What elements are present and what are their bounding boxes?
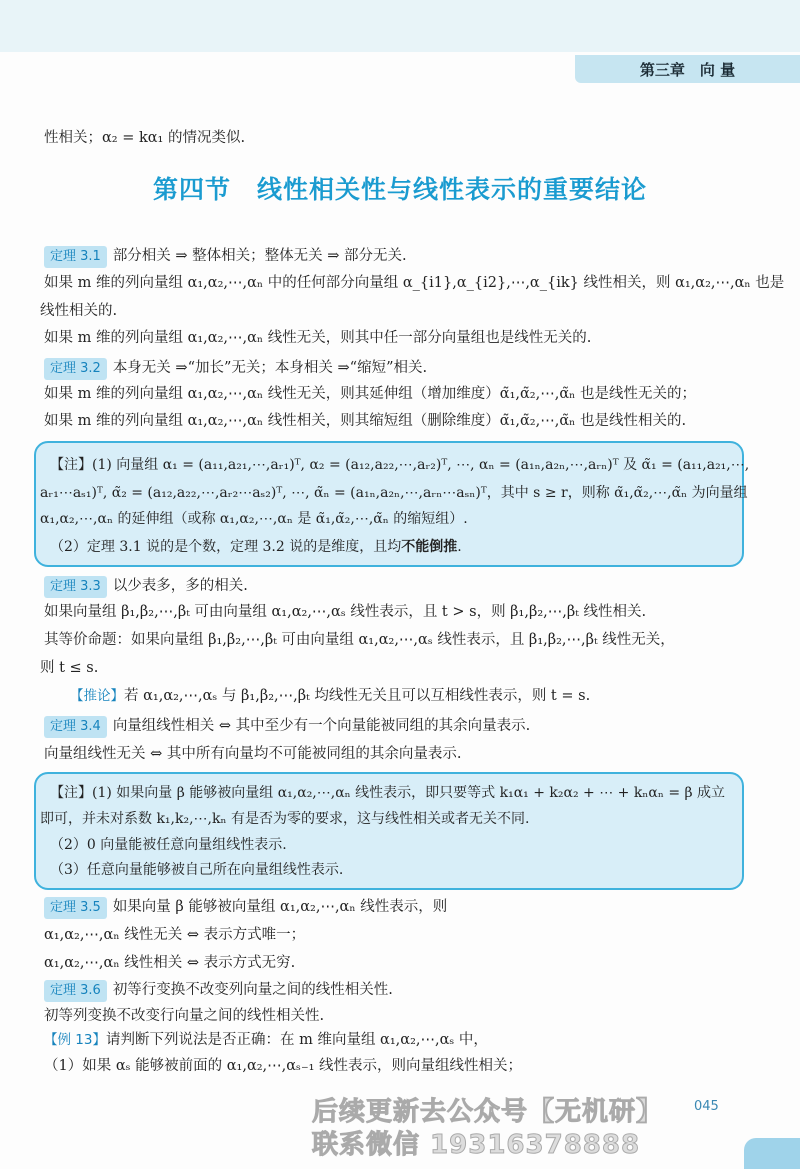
- theorem-tag: 定理 3.4: [44, 716, 107, 738]
- paragraph: 如果向量组 β₁,β₂,⋯,βₜ 可由向量组 α₁,α₂,⋯,αₛ 线性表示，且 t > s，则 β₁,β₂,⋯,βₜ 线性相关.: [44, 604, 647, 620]
- theorem-text: 向量组线性相关 ⇔ 其中至少有一个向量能被同组的其余向量表示.: [112, 718, 531, 734]
- page-corner-tab: [744, 1138, 800, 1169]
- example-13: [44, 1030, 760, 1050]
- theorem-3-2: [44, 358, 760, 380]
- note-line: 即可，并未对系数 k₁,k₂,⋯,kₙ 有是否为零的要求，这与线性相关或者无关不同.: [40, 811, 530, 827]
- paragraph: 如果 m 维的列向量组 α₁,α₂,⋯,αₙ 线性无关，则其中任一部分向量组也是线性无关的.: [44, 330, 592, 346]
- note-line: aᵣ₁⋯aₛ₁)ᵀ, α̃₂ = (a₁₂,a₂₂,⋯,aᵣ₂⋯aₛ₂)ᵀ, ⋯, α̃ₙ = (a₁ₙ,a₂ₙ,⋯,aᵣₙ⋯aₛₙ)ᵀ，其中 s ≥ r，则称 α̃₁,α̃₂,⋯,α̃ₙ 为向量组: [40, 485, 748, 501]
- note-line: α₁,α₂,⋯,αₙ 的延伸组（或称 α₁,α₂,⋯,αₙ 是 α̃₁,α̃₂,⋯,α̃ₙ 的缩短组）.: [40, 511, 468, 527]
- paragraph: 其等价命题：如果向量组 β₁,β₂,⋯,βₜ 可由向量组 α₁,α₂,⋯,αₛ 线性表示，且 β₁,β₂,⋯,βₜ 线性无关，: [44, 632, 675, 648]
- example-text: 请判断下列说法是否正确：在 m 维向量组 α₁,α₂,⋯,αₛ 中，: [105, 1032, 488, 1048]
- theorem-text: 如果向量 β 能够被向量组 α₁,α₂,⋯,αₙ 线性表示，则: [112, 899, 448, 915]
- theorem-text: 本身无关 ⇒“加长”无关；本身相关 ⇒“缩短”相关.: [112, 360, 428, 376]
- note-line: 【注】(1) 向量组 α₁ = (a₁₁,a₂₁,⋯,aᵣ₁)ᵀ, α₂ = (a₁₂,a₂₂,⋯,aᵣ₂)ᵀ, ⋯, αₙ = (a₁ₙ,a₂ₙ,⋯,aᵣₙ)ᵀ 及 α̃₁ = (a₁₁,a₂₁,⋯,: [50, 457, 750, 473]
- theorem-3-4: [44, 716, 760, 738]
- theorem-text: 初等行变换不改变列向量之间的线性相关性.: [112, 982, 393, 998]
- theorem-tag: 定理 3.1: [44, 246, 107, 268]
- theorem-text: 以少表多，多的相关.: [112, 578, 248, 594]
- theorem-3-5: [44, 897, 760, 919]
- paragraph: α₁,α₂,⋯,αₙ 线性相关 ⇔ 表示方式无穷.: [44, 955, 296, 971]
- paragraph: 则 t ≤ s.: [40, 660, 99, 676]
- note-line: （3）任意向量能够被自己所在向量组线性表示.: [50, 862, 344, 878]
- watermark-line-2: 联系微信 19316378888: [312, 1130, 641, 1160]
- paragraph: 向量组线性无关 ⇔ 其中所有向量均不可能被同组的其余向量表示.: [44, 746, 462, 762]
- top-band: [0, 0, 800, 52]
- note-box-1: [34, 441, 750, 567]
- section-title: 第四节 线性相关性与线性表示的重要结论: [152, 175, 647, 204]
- watermark-line-1: 后续更新去公众号【无机研】: [312, 1097, 664, 1127]
- paragraph: （1）如果 αₛ 能够被前面的 α₁,α₂,⋯,αₛ₋₁ 线性表示，则向量组线性相关；: [44, 1058, 523, 1074]
- note-line: （2）0 向量能被任意向量组线性表示.: [50, 837, 287, 853]
- page-number: 045: [694, 1099, 719, 1114]
- corollary: [70, 686, 760, 706]
- paragraph: α₁,α₂,⋯,αₙ 线性无关 ⇔ 表示方式唯一；: [44, 927, 306, 943]
- paragraph: 线性相关的.: [40, 303, 118, 319]
- intro-line: 性相关；α₂ = kα₁ 的情况类似.: [44, 130, 246, 146]
- paragraph: 初等列变换不改变行向量之间的线性相关性.: [44, 1008, 325, 1024]
- corollary-text: 若 α₁,α₂,⋯,αₛ 与 β₁,β₂,⋯,βₜ 均线性无关且可以互相线性表示，则 t = s.: [124, 688, 591, 704]
- corollary-tag: 【推论】: [70, 688, 124, 704]
- paragraph: 如果 m 维的列向量组 α₁,α₂,⋯,αₙ 线性相关，则其缩短组（删除维度）α̃₁,α̃₂,⋯,α̃ₙ 也是线性相关的.: [44, 413, 687, 429]
- note-line: 【注】(1) 如果向量 β 能够被向量组 α₁,α₂,⋯,αₙ 线性表示，即只要等式 k₁α₁ + k₂α₂ + ⋯ + kₙαₙ = β 成立: [50, 785, 726, 801]
- theorem-3-3: [44, 576, 760, 598]
- emphasis-text: 不能倒推: [401, 539, 458, 555]
- note-line: （2）定理 3.1 说的是个数，定理 3.2 说的是维度，且均不能倒推.: [50, 539, 462, 555]
- paragraph: 如果 m 维的列向量组 α₁,α₂,⋯,αₙ 中的任何部分向量组 α_{i1},α_{i2},⋯,α_{ik} 线性相关，则 α₁,α₂,⋯,αₙ 也是: [44, 275, 785, 291]
- theorem-tag: 定理 3.6: [44, 980, 107, 1002]
- theorem-tag: 定理 3.2: [44, 358, 107, 380]
- example-tag: 【例 13】: [44, 1032, 106, 1048]
- note-box-2: [34, 772, 744, 890]
- theorem-3-1: [44, 246, 760, 268]
- paragraph: 如果 m 维的列向量组 α₁,α₂,⋯,αₙ 线性无关，则其延伸组（增加维度）α̃₁,α̃₂,⋯,α̃ₙ 也是线性无关的；: [44, 386, 696, 402]
- theorem-tag: 定理 3.3: [44, 576, 107, 598]
- theorem-text: 部分相关 ⇒ 整体相关；整体无关 ⇒ 部分无关.: [112, 248, 407, 264]
- theorem-3-6: [44, 980, 760, 1002]
- chapter-header: 第三章 向 量: [575, 55, 800, 83]
- theorem-tag: 定理 3.5: [44, 897, 107, 919]
